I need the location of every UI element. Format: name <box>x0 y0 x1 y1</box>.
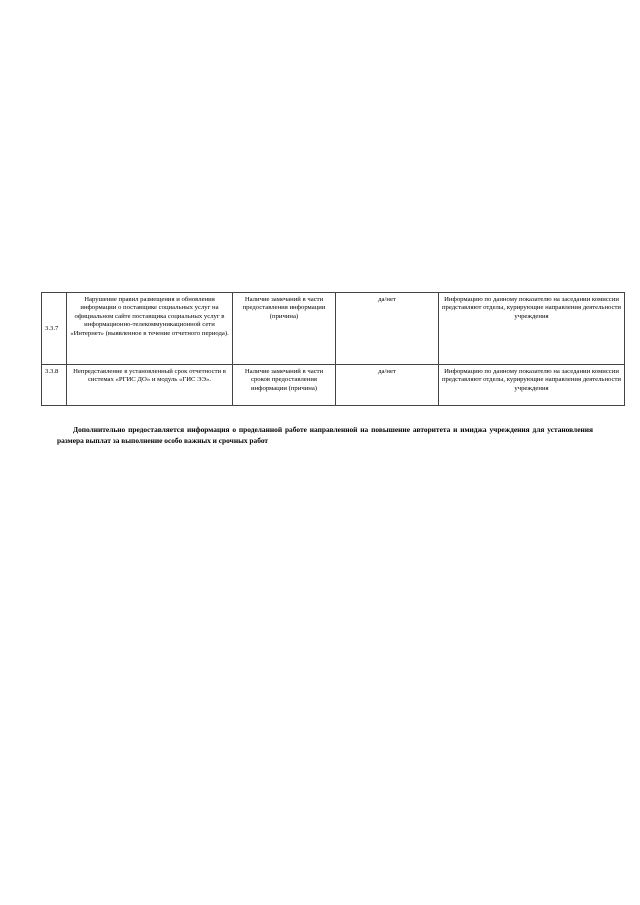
comment-cell: Информацию по данному показателю на заседании комиссии представляют отделы, курирующие направления деятельности учреждения <box>439 293 625 365</box>
criterion-cell: Наличие замечаний в части сроков предоставления информации (причина) <box>233 365 336 406</box>
table-row <box>42 365 625 406</box>
value-cell: да/нет <box>336 365 439 406</box>
indicator-cell: Нарушение правил размещения и обновления информации о поставщике социальных услуг на официальном сайте поставщика социальных услуг в информационно-телекоммуникационной сети «Интернет» (выявленное в течение отчетного периода). <box>67 293 233 365</box>
criteria-table <box>41 292 625 406</box>
value-cell: да/нет <box>336 293 439 365</box>
row-number: 3.3.7 <box>42 293 67 365</box>
additional-info-paragraph: Дополнительно предоставляется информация о проделанной работе направленной на повышение авторитета и имиджа учреждения для установления размера выплат за выполнение особо важных и срочных работ <box>57 425 593 445</box>
indicator-cell: Непредставление в установленный срок отчетности в системах «РГИС ДО» и модуль «ГИС ЭЭ». <box>67 365 233 406</box>
row-number: 3.3.8 <box>42 365 67 406</box>
criterion-cell: Наличие замечаний в части предоставления информации (причина) <box>233 293 336 365</box>
comment-cell: Информацию по данному показателю на заседании комиссии представляют отделы, курирующие направления деятельности учреждения <box>439 365 625 406</box>
table-row <box>42 293 625 365</box>
